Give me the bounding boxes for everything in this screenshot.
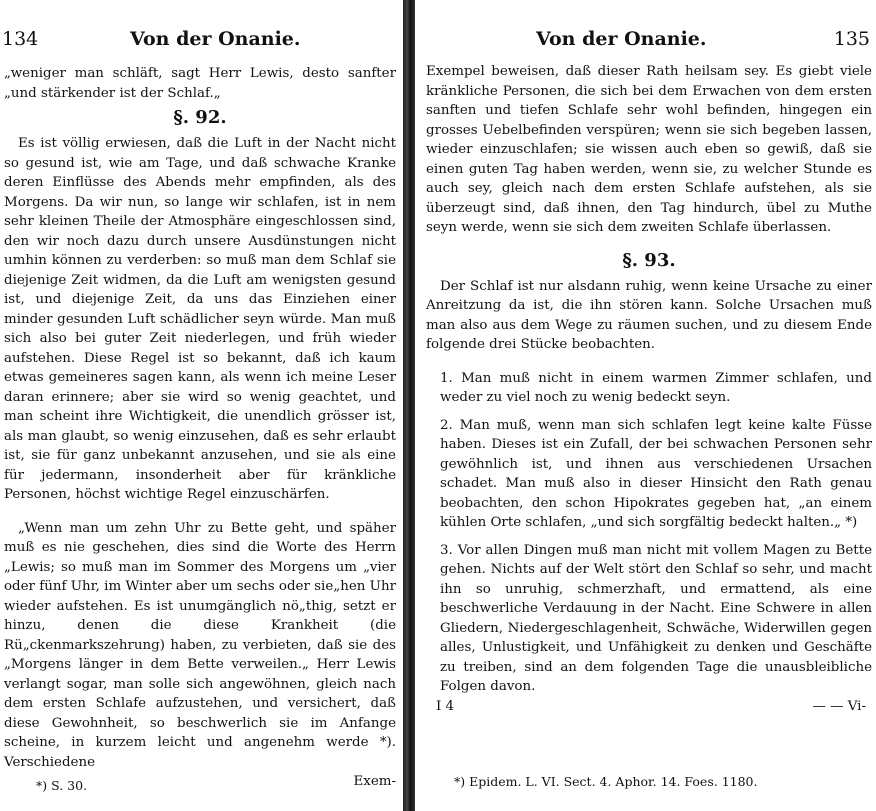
left-catchword: Exem- [353, 774, 396, 789]
signature-line [426, 697, 872, 717]
left-paragraph-92: Es ist völlig erwiesen, daß die Luft in der Nacht nicht so gesund ist, wie am Tage, und daß schwache Kranke deren Einflüsse des Abends mehr empfinden, als des Morgens. Da wir nun, so lange wir schlafen, ist in nem sehr kleinen Theile der Atmosphäre eingeschlossen sind, den wir noch dazu durch unsere Ausdünstungen nicht umhin können zu verderben: so muß man dem Schlaf sie diejenige Zeit widmen, da die Luft am wenigsten gesund ist, und diejenige Zeit, da uns das Einziehen einer minder gesunden Luft schädlicher seyn würde. Man muß sich also bei guter Zeit niederlegen, und früh wieder aufstehen. Diese Regel ist so bekannt, daß ich kaum etwas gemeineres sagen kann, als wenn ich meine Leser daran erinnere; aber sie wird so wenig geachtet, und man scheint ihre Wichtigkeit, die unendlich grösser ist, als man glaubt, so wenig einzusehen, daß es sehr erlaubt ist, sie für ganz unbekannt anzusehen, und sie als eine für jedermann, insonderheit aber für kränkliche Personen, höchst wichtige Regel einzuschärfen. [4, 136, 396, 502]
left-running-title: Von der Onanie. [130, 28, 301, 50]
book-gutter [403, 0, 415, 811]
section-heading-92: §. 92. [173, 107, 227, 128]
list-item-1: 1. Man muß nicht in einem warmen Zimmer schlafen, und weder zu viel noch zu wenig bedeckt seyn. [440, 370, 872, 405]
right-paragraph-continued: Exempel beweisen, daß dieser Rath heilsam sey. Es giebt viele kränkliche Personen, die sich bei dem Erwachen von dem ersten sanften und tiefen Schlafe sehr wohl befinden, hingegen ein grosses Uebelbefinden verspüren; wenn sie sich begeben lassen, wieder einzuschlafen; sie wissen auch eben so gewiß, daß sie einen guten Tag haben werden, wenn sie, zu welcher Stunde es auch sey, gleich nach dem ersten Schlafe aufstehen, als sie überzeugt sind, daß ihnen, den Tag hindurch, übel zu Muthe seyn werde, wenn sie sich dem zweiten Schlafe überlassen. [426, 64, 872, 235]
right-catchword: — — Vi- [812, 698, 866, 714]
left-footnote: *) S. 30. [36, 778, 88, 793]
right-page-number: 135 [833, 28, 870, 50]
section-heading-93: §. 93. [622, 249, 676, 271]
left-page [0, 0, 402, 811]
right-running-title: Von der Onanie. [536, 28, 707, 50]
right-page [418, 0, 876, 811]
left-page-body [0, 64, 402, 792]
right-footnote: *) Epidem. L. VI. Sect. 4. Aphor. 14. Foes. 1180. [454, 774, 758, 789]
left-paragraph-quote-end: „weniger man schläft, sagt Herr Lewis, desto sanfter „und stärkender ist der Schlaf.„ [4, 66, 396, 101]
right-paragraph-93: Der Schlaf ist nur alsdann ruhig, wenn keine Ursache zu einer Anreitzung da ist, die ihn stören kann. Solche Ursachen muß man also aus dem Wege zu räumen suchen, und zu diesem Ende folgende drei Stücke beobachten. [426, 278, 872, 352]
left-page-header [0, 26, 402, 52]
left-page-number: 134 [2, 28, 39, 50]
signature-mark: I 4 [436, 698, 455, 714]
list-item-3: 3. Vor allen Dingen muß man nicht mit vollem Magen zu Bette gehen. Nichts auf der Welt stört den Schlaf so sehr, und macht ihn so unruhig, schmerzhaft, und ermattend, als eine beschwerliche Verdauung in der Nacht. Eine Schwere in allen Gliedern, Niedergeschlagenheit, Schwäche, Widerwillen gegen alles, Unlustigkeit, und Unfähigkeit zu denken und Geschäfte zu treiben, sind an dem folgenden Tage die unausbleibliche Folgen davon. [440, 542, 872, 694]
right-page-body [418, 62, 876, 717]
left-paragraph-lewis-quote: „Wenn man um zehn Uhr zu Bette geht, und späher muß es nie geschehen, dies sind die Worte des Herrn „Lewis; so muß man im Sommer des Morgens um „vier oder fünf Uhr, im Winter aber um sechs oder sie„hen Uhr wieder aufstehen. Es ist unumgänglich nö„thig, setzt er hinzu, denen die diese Krankheit (die Rü„ckenmarkszehrung) haben, zu verbieten, daß sie des „Morgens länger in dem Bette verweilen.„ Herr Lewis verlangt sogar, man solle sich angewöhnen, gleich nach dem ersten Schlafe aufzustehen, und versichert, daß diese Gewohnheit, so beschwerlich sie im Anfange scheine, in kurzem leicht und angenehm werde *). Verschiedene [4, 520, 396, 770]
list-item-2: 2. Man muß, wenn man sich schlafen legt keine kalte Füsse haben. Dieses ist ein Zufall, der bei schwachen Personen sehr gewöhnlich ist, und ihnen aus verschiedenen Ursachen schadet. Man muß also in dieser Hinsicht den Rath genau beobachten, den schon Hipokrates gegeben hat, „an einem kühlen Orte schlafen, „und sich sorgfältig bedeckt halten.„ *) [440, 417, 872, 530]
right-page-header [418, 26, 876, 52]
